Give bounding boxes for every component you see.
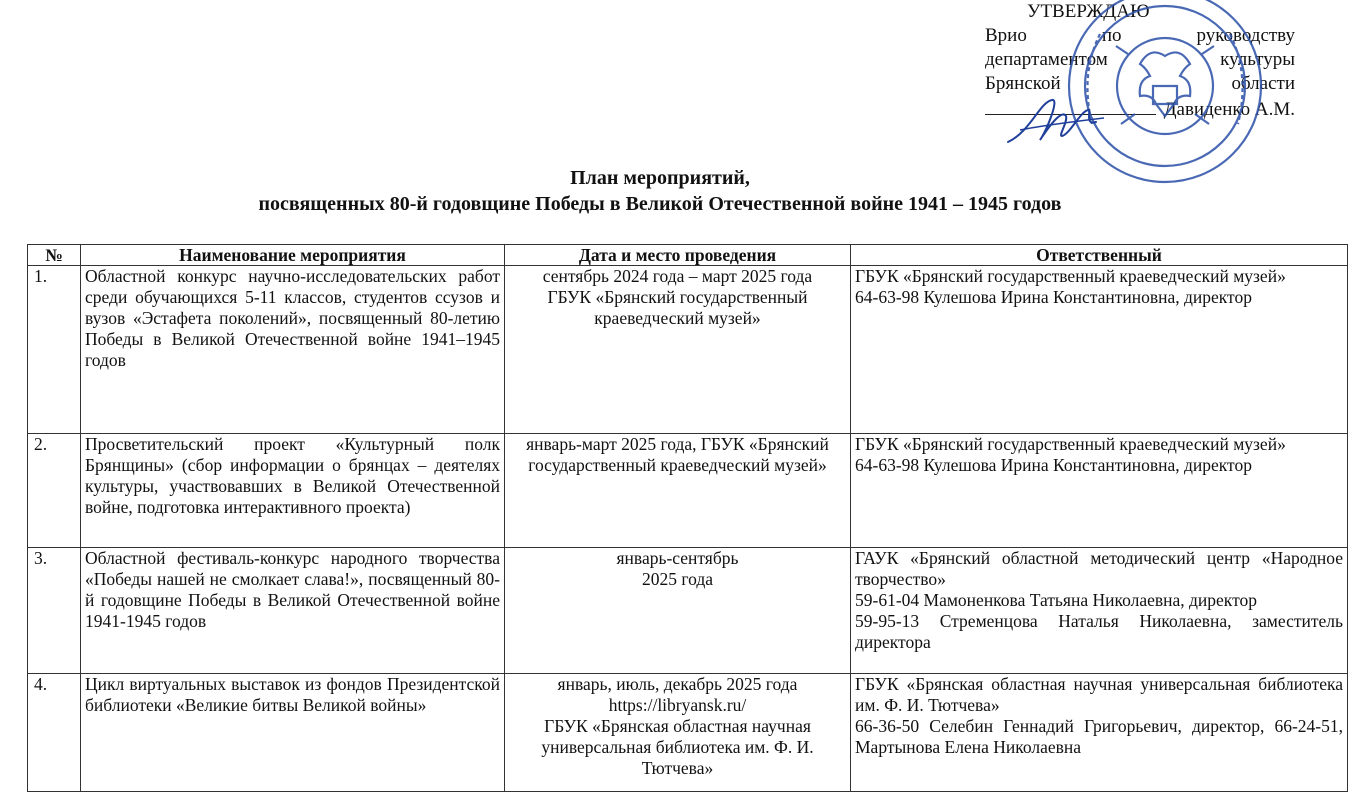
organization-line: ГБУК «Брянская областная научная универсальная библиотека им. Ф. И. Тютчева» bbox=[855, 674, 1343, 715]
event-name: Цикл виртуальных выставок из фондов Президентской библиотеки «Великие битвы Великой войны» bbox=[81, 674, 505, 792]
document-title: План мероприятий, bbox=[570, 167, 750, 189]
row-number: 4. bbox=[28, 674, 81, 792]
organization-line: ГБУК «Брянский государственный краеведческий музей» bbox=[855, 266, 1286, 286]
contact-line: 59-61-04 Мамоненкова Татьяна Николаевна, директор bbox=[855, 590, 1257, 610]
event-name: Областной фестиваль-конкурс народного творчества «Победы нашей не смолкает слава!», посвященный 80-й годовщине Победы в Великой Отечественной войне 1941-1945 годов bbox=[81, 548, 505, 674]
event-responsible bbox=[851, 674, 1348, 792]
row-number: 3. bbox=[28, 548, 81, 674]
website-link[interactable]: https://libryansk.ru/ bbox=[608, 695, 747, 715]
header-event-name: Наименование мероприятия bbox=[81, 245, 505, 266]
header-number: № bbox=[28, 245, 81, 266]
approval-signature-line bbox=[985, 96, 1295, 122]
document-subtitle: посвященных 80-й годовщине Победы в Великой Отечественной войне 1941 – 1945 годов bbox=[258, 193, 1062, 215]
approval-position: Врио по руководству bbox=[985, 25, 1295, 46]
date-place-line: январь-март 2025 года, ГБУК «Брянский государственный краеведческий музей» bbox=[526, 434, 829, 475]
date-line: 2025 года bbox=[641, 569, 714, 589]
contact-line: 66-36-50 Селебин Геннадий Григорьевич, директор, 66-24-51, Мартынова Елена Николаевна bbox=[855, 716, 1343, 757]
approval-signer: Давиденко А.М. bbox=[1163, 99, 1295, 120]
organization-line: ГБУК «Брянский государственный краеведческий музей» bbox=[855, 434, 1286, 454]
table-row bbox=[28, 434, 1348, 548]
table-row bbox=[28, 548, 1348, 674]
event-responsible bbox=[851, 548, 1348, 674]
contact-line: 64-63-98 Кулешова Ирина Константиновна, директор bbox=[855, 455, 1252, 475]
organization-line: ГАУК «Брянский областной методический центр «Народное творчество» bbox=[855, 548, 1343, 589]
event-name: Просветительский проект «Культурный полк Брянщины» (сбор информации о брянцах – деятелях культуры, участвовавших в Великой Отечественной войне, подготовка интерактивного проекта) bbox=[81, 434, 505, 548]
event-date-place bbox=[505, 434, 851, 548]
place-line: ГБУК «Брянская областная научная универсальная библиотека им. Ф. И. Тютчева» bbox=[541, 716, 814, 778]
table-row bbox=[28, 674, 1348, 792]
header-date-place: Дата и место проведения bbox=[505, 245, 851, 266]
event-responsible bbox=[851, 266, 1348, 434]
approval-department: департаментом культуры bbox=[985, 49, 1295, 70]
event-date-place bbox=[505, 548, 851, 674]
contact-line: 59-95-13 Стременцова Наталья Николаевна, заместитель директора bbox=[855, 611, 1343, 652]
date-line: январь-сентябрь bbox=[616, 548, 739, 568]
signature-underline bbox=[985, 96, 1156, 115]
event-name: Областной конкурс научно-исследовательских работ среди обучающихся 5-11 классов, студентов ссузов и вузов «Эстафета поколений», посвященный 80-летию Победы в Великой Отечественной войне 1941–1945 годов bbox=[81, 266, 505, 434]
date-line: январь, июль, декабрь 2025 года bbox=[557, 674, 798, 694]
approval-region: Брянской области bbox=[985, 73, 1295, 94]
contact-line: 64-63-98 Кулешова Ирина Константиновна, директор bbox=[855, 287, 1252, 307]
event-date-place bbox=[505, 674, 851, 792]
row-number: 2. bbox=[28, 434, 81, 548]
events-table bbox=[27, 244, 1348, 792]
place-line: ГБУК «Брянский государственный краеведческий музей» bbox=[547, 287, 808, 328]
event-date-place bbox=[505, 266, 851, 434]
approval-title: УТВЕРЖДАЮ bbox=[1027, 1, 1150, 22]
event-responsible bbox=[851, 434, 1348, 548]
table-row bbox=[28, 266, 1348, 434]
row-number: 1. bbox=[28, 266, 81, 434]
approval-block bbox=[985, 0, 1295, 122]
header-responsible: Ответственный bbox=[851, 245, 1348, 266]
table-header-row bbox=[28, 245, 1348, 266]
date-line: сентябрь 2024 года – март 2025 года bbox=[542, 266, 813, 286]
